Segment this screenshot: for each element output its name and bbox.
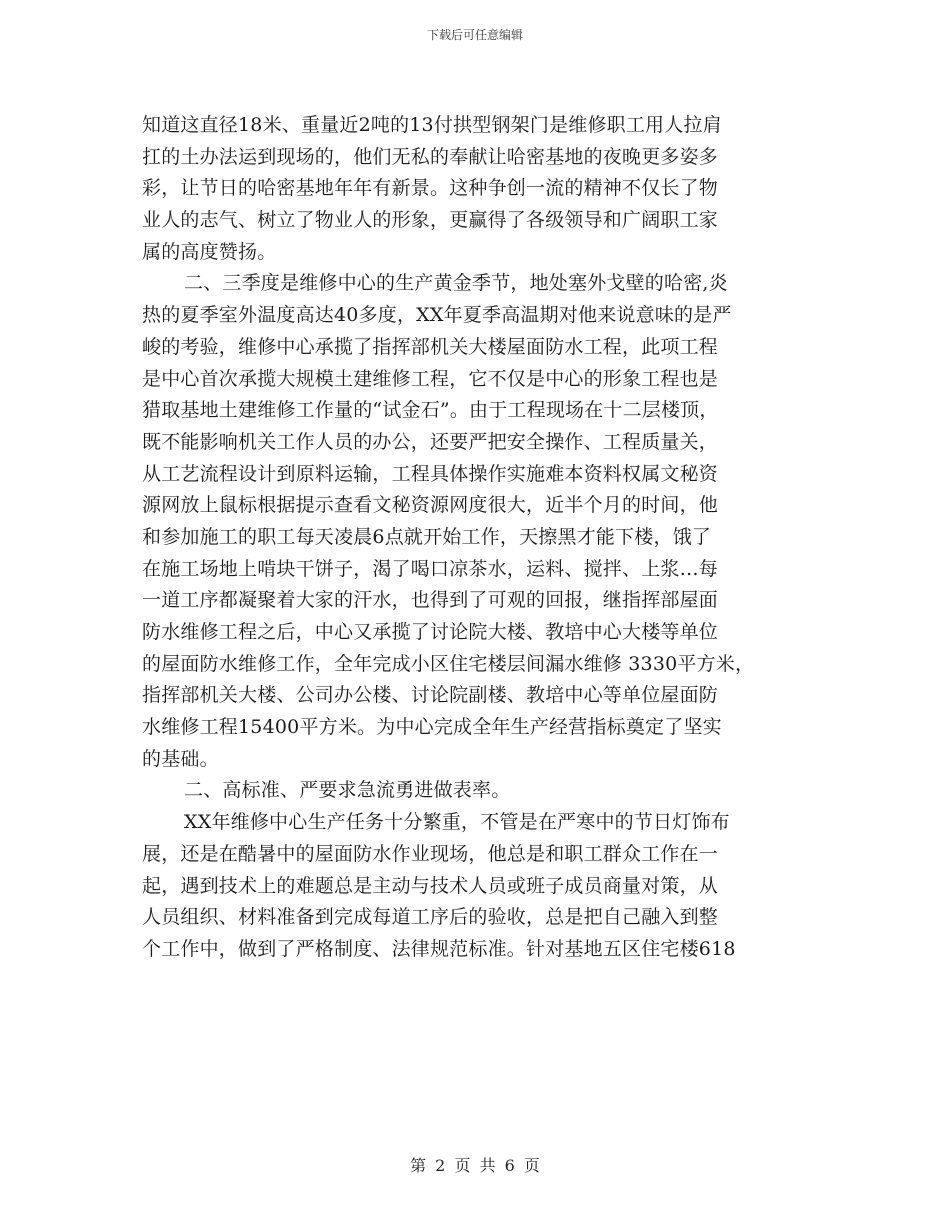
section-heading: 二、高标准、严要求急流勇进做表率。 <box>184 779 511 802</box>
text-line: 起，遇到技术上的难题总是主动与技术人员或班子成员商量对策，从 <box>142 874 719 897</box>
text-line: 在施工场地上啃块干饼子，渴了喝口凉茶水，运料、搅拌、上浆…每 <box>142 557 719 580</box>
text-line: XX年维修中心生产任务十分繁重，不管是在严寒中的节日灯饰布 <box>184 811 730 834</box>
text-line: 扛的土办法运到现场的，他们无私的奉献让哈密基地的夜晚更多姿多 <box>142 145 719 168</box>
text-line: 的基础。 <box>142 747 219 770</box>
text-line: 一道工序都凝聚着大家的汗水，也得到了可观的回报，继指挥部屋面 <box>142 589 719 612</box>
text-line: 彩，让节日的哈密基地年年有新景。这种争创一流的精神不仅长了物 <box>142 177 719 200</box>
page-header: 下载后可任意编辑 <box>426 28 523 42</box>
text-line: 从工艺流程设计到原料运输，工程具体操作实施难本资料权属文秘资 <box>142 462 719 485</box>
text-line: 业人的志气、树立了物业人的形象，更赢得了各级领导和广阔职工家 <box>142 209 719 232</box>
text-line: 既不能影响机关工作人员的办公，还要严把安全操作、工程质量关， <box>142 430 719 453</box>
text-line: 属的高度赞扬。 <box>142 240 277 263</box>
text-line: 是中心首次承揽大规模土建维修工程，它不仅是中心的形象工程也是 <box>142 367 719 390</box>
text-line: 源网放上鼠标根据提示查看文秘资源网度很大，近半个月的时间，他 <box>142 494 719 517</box>
text-line: 个工作中，做到了严格制度、法律规范标准。针对基地五区住宅楼618 <box>142 937 736 960</box>
text-line: 水维修工程15400平方米。为中心完成全年生产经营指标奠定了坚实 <box>142 716 722 739</box>
text-line: 防水维修工程之后，中心又承揽了讨论院大楼、教培中心大楼等单位 <box>142 621 719 643</box>
text-line: 峻的考验，维修中心承揽了指挥部机关大楼屋面防水工程，此项工程 <box>142 335 719 358</box>
text-line: 和参加施工的职工每天凌晨6点就开始工作，天擦黑才能下楼，饿了 <box>142 525 712 548</box>
text-line: 的屋面防水维修工作，全年完成小区住宅楼层间漏水维修 3330平方米， <box>142 652 755 675</box>
page-number: 第 2 页 共 6 页 <box>410 1156 540 1175</box>
document-body <box>142 110 832 966</box>
text-line: 猎取基地土建维修工作量的“试金石”。由于工程现场在十二层楼顶， <box>142 399 719 422</box>
text-line: 热的夏季室外温度高达40多度，XX年夏季高温期对他来说意味的是严 <box>142 304 732 327</box>
text-line: 二、三季度是维修中心的生产黄金季节，地处塞外戈壁的哈密,炎 <box>184 272 728 295</box>
text-line: 指挥部机关大楼、公司办公楼、讨论院副楼、教培中心等单位屋面防 <box>142 684 719 707</box>
text-line: 展，还是在酷暑中的屋面防水作业现场，他总是和职工群众工作在一 <box>142 842 719 865</box>
text-line: 知道这直径18米、重量近2吨的13付拱型钢架门是维修职工用人拉肩 <box>142 114 722 136</box>
text-line: 人员组织、材料准备到完成每道工序后的验收，总是把自己融入到整 <box>142 906 719 929</box>
